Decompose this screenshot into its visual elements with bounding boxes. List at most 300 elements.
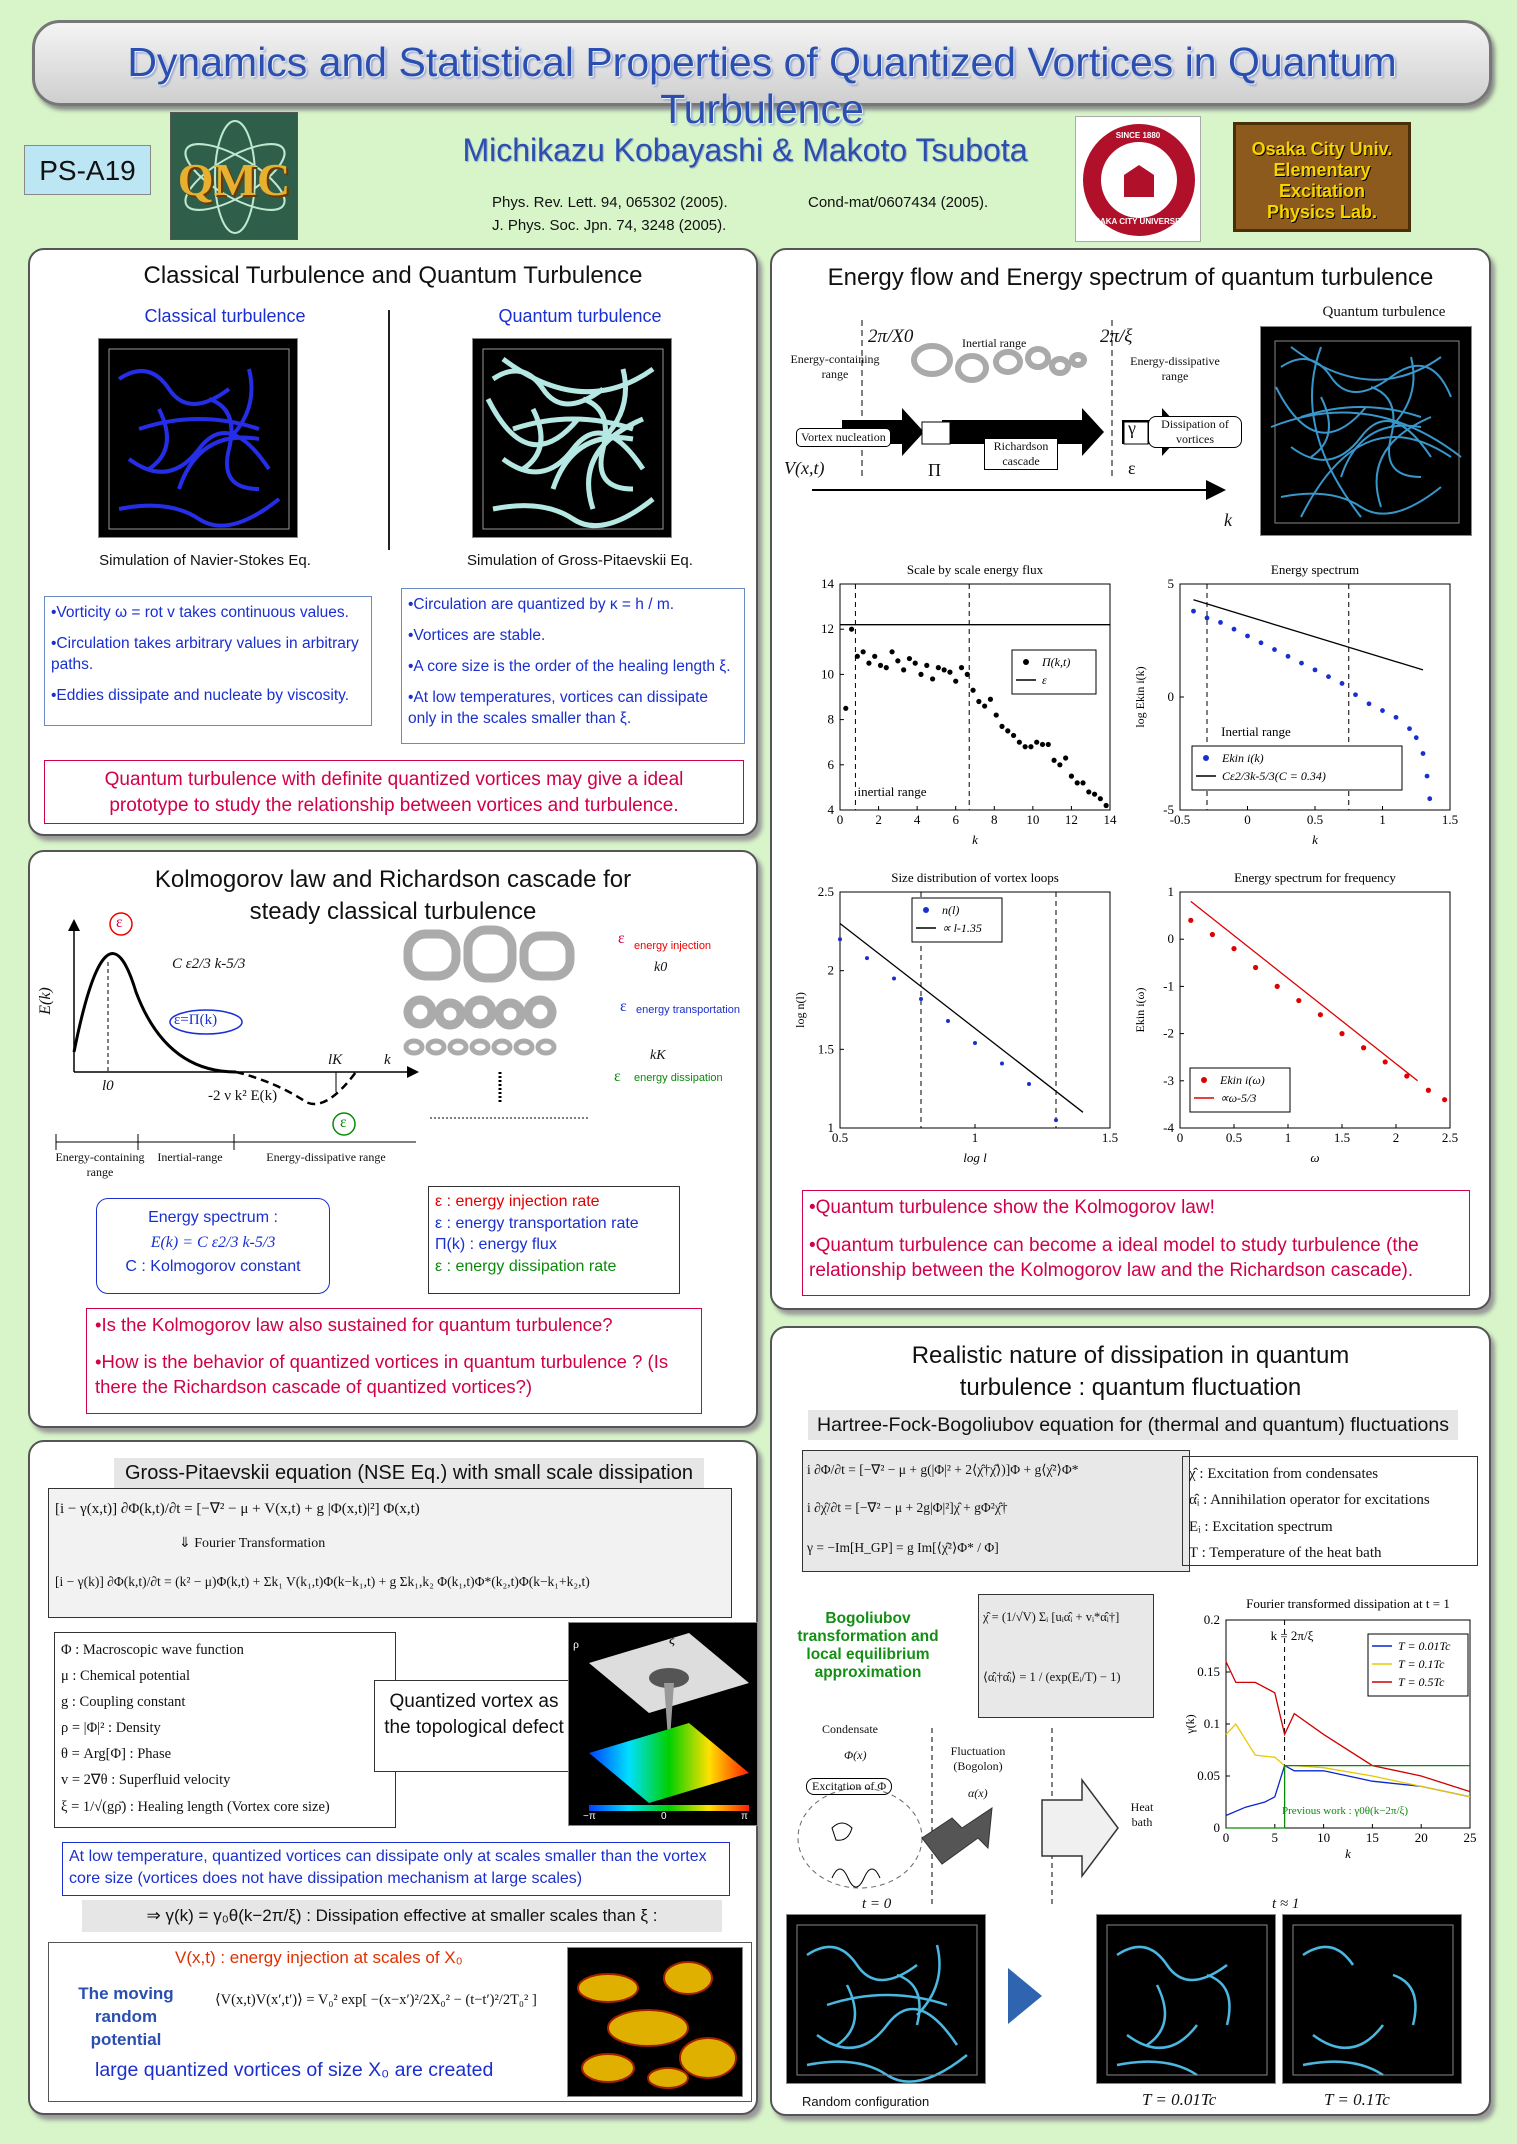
spectrum-line: E(k) = C ε2/3 k-5/3 xyxy=(150,1233,276,1251)
hfb-title: Hartree-Fock-Bogoliubov equation for (thermal and quantum) fluctuations xyxy=(808,1410,1458,1440)
y-tick-label: 0 xyxy=(1213,1820,1220,1835)
vortex-3d-image xyxy=(568,1622,758,1826)
k0-label: k0 xyxy=(654,960,668,975)
legend-injection: ε : energy injection rate xyxy=(435,1193,600,1210)
data-point xyxy=(895,658,900,663)
v-xt-label: V(x,t) xyxy=(784,458,825,478)
seal-year: SINCE 1880 xyxy=(1115,131,1161,140)
gp-equations xyxy=(48,1488,732,1618)
data-point xyxy=(994,712,999,717)
alpha-label: α(x) xyxy=(968,1786,988,1800)
data-point xyxy=(872,654,877,659)
rho-label: ρ xyxy=(573,1637,579,1651)
gp-simulation-image xyxy=(472,338,672,538)
point: •Circulation are quantized by κ = h / m. xyxy=(408,596,675,613)
y-tick-label: -1 xyxy=(1163,978,1174,994)
data-point xyxy=(1383,1059,1388,1064)
quantum-subtitle: Quantum turbulence xyxy=(498,306,662,326)
classical-subtitle: Classical turbulence xyxy=(144,306,306,326)
qmc-logo xyxy=(170,112,298,240)
data-point xyxy=(1339,1031,1344,1036)
data-point xyxy=(1098,796,1103,801)
tick-pi: π xyxy=(741,1811,748,1822)
data-point xyxy=(1057,762,1062,767)
data-point xyxy=(1027,1082,1031,1086)
energy-flux-chart xyxy=(792,560,1122,850)
x-tick-label: 1.5 xyxy=(1333,1130,1351,1145)
large-vortices-note: large quantized vortices of size X₀ are created xyxy=(95,2059,494,2081)
data-point xyxy=(1286,654,1291,659)
qt-image xyxy=(1260,326,1472,536)
bog-eq2: ⟨α̂ᵢ†α̂ᵢ⟩ = 1 / (exp(Eᵢ/T) − 1) xyxy=(983,1670,1121,1684)
x-tick-label: 6 xyxy=(952,812,959,827)
x-tick-label: 0.5 xyxy=(831,1130,849,1145)
x-tick-label: 4 xyxy=(913,812,921,827)
legend-flux: Π(k) : energy flux xyxy=(435,1236,557,1254)
data-point xyxy=(849,627,854,632)
data-point xyxy=(942,667,947,672)
t-high-label: T = 0.1Tc xyxy=(1324,2090,1390,2109)
hfb-definitions xyxy=(1182,1456,1478,1566)
data-point xyxy=(1231,946,1236,951)
chart-title: Size distribution of vortex loops xyxy=(891,870,1059,885)
data-point xyxy=(918,672,923,677)
x-tick-label: 2 xyxy=(1392,1130,1400,1145)
data-point xyxy=(1259,640,1264,645)
x-tick-label: 1 xyxy=(1379,812,1386,827)
data-point xyxy=(1034,740,1039,745)
vortex-nucleation-box: Vortex nucleation xyxy=(796,428,891,447)
symbol-legend xyxy=(428,1186,680,1294)
x-axis-label: k xyxy=(1312,832,1318,847)
point: •Vortices are stable. xyxy=(408,626,546,644)
data-point xyxy=(907,656,912,661)
flux-label: ε=Π(k) xyxy=(174,1012,218,1028)
data-point xyxy=(889,649,894,654)
data-point xyxy=(1086,789,1091,794)
definition: Φ : Macroscopic wave function xyxy=(61,1642,244,1658)
data-point xyxy=(953,679,958,684)
authors: Michikazu Kobayashi & Makoto Tsubota xyxy=(462,132,1028,168)
legend-label: ∝ω-5/3 xyxy=(1220,1091,1257,1105)
bogoliubov-label: Bogoliubov transformation and local equilibrium approximation xyxy=(797,1610,939,1681)
definition: α̂ᵢ : Annihilation operator for excitations xyxy=(1189,1492,1430,1509)
y-tick-label: -2 xyxy=(1163,1025,1174,1041)
y-tick-label: 12 xyxy=(821,621,834,637)
legend-transport: ε : energy transportation rate xyxy=(435,1214,639,1232)
y-tick-label: 8 xyxy=(827,711,834,727)
cascade-eps: ε xyxy=(620,998,627,1015)
x-tick-label: 0 xyxy=(1244,812,1251,827)
y-tick-label: 0.2 xyxy=(1203,1612,1220,1627)
range-label: Energy-containing range xyxy=(55,1150,145,1179)
data-point xyxy=(1069,774,1074,779)
classical-conclusion: Quantum turbulence with definite quantized vortices may give a ideal prototype to study the relationship between vortices and turbulence. xyxy=(44,760,744,824)
v-label: V(x,t) : energy injection at scales of X₀ xyxy=(175,1948,463,1967)
fourier-label: ⇓ Fourier Transformation xyxy=(179,1536,326,1551)
hfb-eq1: i ∂Φ/∂t = [−∇² − μ + g(|Φ|² + 2⟨χ̂†χ̂⟩)]Φ + g⟨χ̂²⟩Φ* xyxy=(807,1462,1079,1477)
dissipation-gamma-chart xyxy=(1182,1594,1482,1864)
data-point xyxy=(1340,681,1345,686)
x-tick-label: 1 xyxy=(1284,1130,1292,1145)
tick-neg-pi: −π xyxy=(583,1811,596,1822)
data-point xyxy=(965,672,970,677)
legend-label: Π(k,t) xyxy=(1042,655,1071,669)
y-tick-label: 0.05 xyxy=(1197,1768,1220,1783)
legend-label: n(l) xyxy=(942,903,960,917)
x-tick-label: 0.5 xyxy=(1306,812,1324,827)
definition: T : Temperature of the heat bath xyxy=(1189,1544,1382,1561)
t1-image-low xyxy=(1096,1914,1276,2084)
definition: v = 2∇θ : Superfluid velocity xyxy=(61,1772,231,1789)
data-point xyxy=(1361,1045,1366,1050)
x-tick-label: 20 xyxy=(1414,1830,1428,1845)
data-point xyxy=(913,661,918,666)
y-axis-label: Ekin i(ω) xyxy=(1133,987,1147,1033)
qt-title: Quantum turbulence xyxy=(1322,304,1446,320)
curve-label: C ε2/3 k-5/3 xyxy=(172,956,246,972)
x-tick-label: 14 xyxy=(1103,812,1117,827)
data-point xyxy=(1005,728,1010,733)
data-point xyxy=(1210,932,1215,937)
data-point xyxy=(861,649,866,654)
data-point xyxy=(1080,780,1085,785)
l0-label: l0 xyxy=(102,1078,114,1094)
x-tick-label: 2 xyxy=(875,812,882,827)
lab-line: Osaka City Univ. xyxy=(1251,139,1393,159)
gp-eq2: [i − γ(k)] ∂Φ(k,t)/∂t = (k² − μ)Φ(k,t) + Σk₁ V(k₁,t)Φ(k−k₁,t) + g Σk₁,k₂ Φ(k₁,t)Φ*(k₂,t)Φ(k−k₁+k₂,t) xyxy=(55,1574,590,1589)
data-point xyxy=(1272,647,1277,652)
definition: ρ = |Φ|² : Density xyxy=(61,1720,161,1737)
range-inertial: Inertial range xyxy=(962,336,1027,350)
data-point xyxy=(924,663,929,668)
x-tick-label: 1.5 xyxy=(1101,1130,1119,1145)
data-point xyxy=(999,724,1004,729)
hfb-eq3: γ = −Im[H_GP] = g Im[⟨χ̂²⟩Φ* / Φ] xyxy=(807,1540,999,1555)
x-tick-label: 0 xyxy=(1222,1830,1230,1845)
energy-spectrum-chart xyxy=(1132,560,1462,850)
point: •Circulation takes arbitrary values in arbitrary paths. xyxy=(51,634,359,673)
energy-conclusions xyxy=(802,1190,1470,1296)
cascade-label-transport: energy transportation xyxy=(636,1004,740,1016)
panel-title: Realistic nature of dissipation in quantum turbulence : quantum fluctuation xyxy=(911,1342,1350,1401)
t0-image xyxy=(786,1914,986,2084)
scale-xi: 2π/ξ xyxy=(1100,326,1133,347)
data-point xyxy=(1000,1061,1004,1065)
data-point xyxy=(1054,1118,1058,1122)
random-config-label: Random configuration xyxy=(802,2094,930,2109)
y-axis-label: log n(l) xyxy=(793,992,807,1028)
eps-dissipation-symbol: ε xyxy=(340,1114,347,1131)
data-point xyxy=(982,703,987,708)
lab-line: Physics Lab. xyxy=(1266,202,1378,222)
chart-title: Fourier transformed dissipation at t = 1 xyxy=(1246,1596,1450,1611)
poster-title: Dynamics and Statistical Properties of Quantized Vortices in Quantum Turbulence xyxy=(127,39,1397,132)
x-tick-label: 25 xyxy=(1463,1830,1477,1845)
x-tick-label: 8 xyxy=(991,812,998,827)
x-axis-label: k xyxy=(1345,1846,1351,1861)
excitation-label: Excitation of Φ xyxy=(806,1778,892,1795)
dissipation-box: Dissipation of vortices xyxy=(1148,416,1242,448)
low-temp-note: At low temperature, quantized vortices can dissipate only at scales smaller than the vortex core size (vortices does not have dissipation mechanism at large scales) xyxy=(62,1842,730,1896)
question: •How is the behavior of quantized vortices in quantum turbulence ? (Is there the Richardson cascade of quantized vortices?) xyxy=(95,1350,669,1397)
y-tick-label: 1 xyxy=(827,1120,834,1135)
data-point xyxy=(1275,984,1280,989)
ns-caption: Simulation of Navier-Stokes Eq. xyxy=(99,552,311,569)
panel-gp-equation xyxy=(28,1440,758,2115)
y-axis-label: log Ekin i(k) xyxy=(1133,666,1147,728)
chart-title: Scale by scale energy flux xyxy=(906,562,1044,577)
panel-realistic-dissipation xyxy=(770,1326,1491,2116)
data-point xyxy=(1299,661,1304,666)
x-axis-label: log l xyxy=(963,1150,987,1165)
definition: g : Coupling constant xyxy=(61,1694,186,1711)
y-tick-label: 6 xyxy=(827,756,834,772)
y-tick-label: -5 xyxy=(1163,802,1174,817)
correlation-eq: ⟨V(x,t)V(x′,t′)⟩ = V₀² exp[ −(x−x′)²/2X₀² − (t−t′)²/2T₀² ] xyxy=(215,1992,537,2008)
definition: Eᵢ : Excitation spectrum xyxy=(1189,1518,1333,1535)
seal-text: OSAKA CITY UNIVERSITY xyxy=(1088,217,1188,226)
legend-marker xyxy=(1201,1077,1207,1083)
data-point xyxy=(838,937,842,941)
data-point xyxy=(1367,701,1372,706)
x-tick-label: 0 xyxy=(836,812,844,827)
x-tick-label: 0 xyxy=(1176,1130,1184,1145)
t1-label: t ≈ 1 xyxy=(1272,1896,1300,1912)
panel-classical-quantum xyxy=(28,248,758,836)
data-point xyxy=(1426,1088,1431,1093)
point: •Vorticity ω = rot v takes continuous values. xyxy=(51,604,349,621)
panel-energy-flow xyxy=(770,248,1491,1310)
data-point xyxy=(1326,674,1331,679)
panel-title: Classical Turbulence and Quantum Turbulence xyxy=(143,262,643,289)
legend-marker xyxy=(1023,659,1029,665)
range-containing: Energy-containing range xyxy=(790,352,880,381)
data-point xyxy=(988,697,993,702)
y-tick-label: 2 xyxy=(827,962,834,978)
gamma-label: γ xyxy=(1128,418,1136,438)
y-tick-label: 0 xyxy=(1167,689,1174,704)
data-point xyxy=(1427,796,1432,801)
chart-title: Energy spectrum for frequency xyxy=(1234,870,1396,885)
ek-ylabel: E(k) xyxy=(36,987,54,1015)
data-point xyxy=(1407,726,1412,731)
university-seal xyxy=(1075,116,1201,242)
t1-image-high xyxy=(1282,1914,1462,2084)
conclusion: •Quantum turbulence show the Kolmogorov law! xyxy=(809,1197,1215,1218)
data-point xyxy=(1063,755,1068,760)
spectrum-box xyxy=(96,1198,330,1294)
legend-dissipation: ε : energy dissipation rate xyxy=(435,1257,617,1275)
tick-zero: 0 xyxy=(661,1811,667,1822)
x-tick-label: 0.5 xyxy=(1225,1130,1243,1145)
data-point xyxy=(919,997,923,1001)
point: •A core size is the order of the healing length ξ. xyxy=(408,657,731,675)
point: •Eddies dissipate and nucleate by viscosity. xyxy=(51,686,350,704)
data-point xyxy=(1353,692,1358,697)
spectrum-line: Energy spectrum : xyxy=(148,1209,278,1226)
hfb-equations xyxy=(802,1450,1190,1572)
y-tick-label: 0 xyxy=(1167,931,1174,947)
legend-label: T = 0.1Tc xyxy=(1398,1657,1445,1671)
data-point xyxy=(1191,609,1196,614)
spectrum-line: C : Kolmogorov constant xyxy=(125,1258,301,1276)
lab-line: Elementary Excitation xyxy=(1273,160,1371,201)
loop-size-chart xyxy=(792,868,1122,1168)
fluctuation-label: Fluctuation (Bogolon) xyxy=(950,1744,1006,1773)
pi-label: Π xyxy=(928,460,941,480)
data-point xyxy=(865,956,869,960)
ns-simulation-image xyxy=(98,338,298,538)
data-point xyxy=(1245,634,1250,639)
chart-title: Energy spectrum xyxy=(1270,562,1360,577)
gamma-condition: ⇒ γ(k) = γ₀θ(k−2π/ξ) : Dissipation effective at smaller scales than ξ : xyxy=(82,1900,722,1932)
definition: ξ = 1/√(gρ̄) : Healing length (Vortex core size) xyxy=(61,1798,330,1815)
data-point xyxy=(878,663,883,668)
heat-bath-label: Heat bath xyxy=(1130,1800,1154,1829)
t0-label: t = 0 xyxy=(862,1896,892,1912)
data-point xyxy=(866,661,871,666)
t-low-label: T = 0.01Tc xyxy=(1142,2090,1217,2109)
data-point xyxy=(1040,742,1045,747)
data-point xyxy=(901,667,906,672)
condensate-label: Condensate xyxy=(822,1722,878,1736)
y-tick-label: 10 xyxy=(821,666,834,682)
k-label: k xyxy=(1224,510,1232,530)
data-point xyxy=(970,688,975,693)
quantum-points xyxy=(401,588,745,744)
vortex-label-box: Quantized vortex as the topological defect xyxy=(374,1680,574,1772)
data-point xyxy=(1380,708,1385,713)
title-banner xyxy=(32,20,1492,132)
scale-x0: 2π/X0 xyxy=(868,326,914,347)
data-point xyxy=(1051,758,1056,763)
legend-label: T = 0.01Tc xyxy=(1398,1639,1451,1653)
ref-prl: Phys. Rev. Lett. 94, 065302 (2005). xyxy=(492,194,728,211)
data-point xyxy=(1421,751,1426,756)
lab-plate xyxy=(1233,122,1411,232)
eps-injection-symbol: ε xyxy=(116,914,123,931)
data-point xyxy=(1046,742,1051,747)
range-label: Energy-dissipative range xyxy=(266,1150,386,1164)
data-point xyxy=(892,977,896,981)
data-point xyxy=(1188,918,1193,923)
data-point xyxy=(1218,620,1223,625)
data-point xyxy=(1414,735,1419,740)
legend-marker xyxy=(1203,755,1209,761)
random-potential-box xyxy=(48,1942,752,2102)
panel-kolmogorov xyxy=(28,850,758,1428)
y-tick-label: 1.5 xyxy=(817,1041,834,1057)
data-point xyxy=(1318,1012,1323,1017)
data-point xyxy=(959,665,964,670)
definition: μ : Chemical potential xyxy=(61,1668,190,1685)
ref-jpsj: J. Phys. Soc. Jpn. 74, 3248 (2005). xyxy=(492,217,727,234)
xi-label: ξ xyxy=(669,1633,675,1648)
data-point xyxy=(1232,627,1237,632)
y-tick-label: 4 xyxy=(827,802,834,817)
data-point xyxy=(1205,616,1210,621)
x-tick-label: 12 xyxy=(1064,812,1078,827)
x-tick-label: -0.5 xyxy=(1169,812,1191,827)
classical-points xyxy=(44,596,372,726)
data-point xyxy=(1017,740,1022,745)
data-point xyxy=(936,665,941,670)
definition: χ̂ : Excitation from condensates xyxy=(1189,1466,1379,1482)
y-axis-label: γ(k) xyxy=(1183,1714,1197,1734)
data-point xyxy=(1313,667,1318,672)
legend-label: ∝ l-1.35 xyxy=(942,921,982,935)
frequency-spectrum-chart xyxy=(1132,868,1462,1168)
data-point xyxy=(1425,774,1430,779)
data-point xyxy=(1394,715,1399,720)
definition: θ = Arg[Φ] : Phase xyxy=(61,1746,172,1763)
cascade-eps: ε xyxy=(614,1068,621,1085)
conclusion: •Quantum turbulence can become a ideal model to study turbulence (the relationship between the Kolmogorov law and the Richardson cascade). xyxy=(809,1234,1419,1282)
phi-label: Φ(x) xyxy=(844,1748,867,1762)
legend-label: ε xyxy=(1042,673,1047,687)
point: •At low temperatures, vortices can dissipate only in the scales smaller than ξ. xyxy=(408,688,709,727)
richardson-box: Richardson cascade xyxy=(984,438,1058,470)
gp-definitions xyxy=(54,1632,396,1828)
y-tick-label: 2.5 xyxy=(817,884,834,899)
logo-text: QMC xyxy=(177,154,291,205)
data-point xyxy=(1442,1097,1447,1102)
gp-eq1: [i − γ(x,t)] ∂Φ(k,t)/∂t = [−∇² − μ + V(x,t) + g |Φ(x,t)|²] Φ(x,t) xyxy=(55,1501,420,1517)
data-point xyxy=(973,1041,977,1045)
dissipation-schematic xyxy=(792,1708,1172,1928)
legend-label: Ekin i(ω) xyxy=(1220,1073,1265,1087)
moving-potential-label: The moving random potential xyxy=(78,1984,174,2049)
y-tick-label: -4 xyxy=(1163,1120,1174,1135)
dissip-label: -2 ν k² E(k) xyxy=(208,1088,278,1104)
x-tick-label: 10 xyxy=(1317,1830,1331,1845)
cascade-label-dissipation: energy dissipation xyxy=(634,1072,723,1084)
poster-id: PS-A19 xyxy=(24,145,151,195)
cascade-label-injection: energy injection xyxy=(634,940,712,952)
data-point xyxy=(1075,780,1080,785)
kolmogorov-questions xyxy=(86,1308,702,1414)
hfb-eq2: i ∂χ̂/∂t = [−∇² − μ + 2g|Φ|²]χ̂ + gΦ²χ̂† xyxy=(807,1500,1008,1515)
range-label: Inertial-range xyxy=(157,1150,223,1164)
eps-label: ε xyxy=(1128,458,1136,478)
question: •Is the Kolmogorov law also sustained for quantum turbulence? xyxy=(95,1314,613,1335)
range-dissipative: Energy-dissipative range xyxy=(1130,354,1220,383)
data-point xyxy=(1253,965,1258,970)
x-axis-label: k xyxy=(972,832,978,847)
previous-work-label: Previous work : γ0θ(k−2π/ξ) xyxy=(1282,1805,1409,1817)
x-tick-label: 5 xyxy=(1271,1830,1279,1845)
chart-annotation: Inertial range xyxy=(1221,724,1291,739)
data-point xyxy=(1011,733,1016,738)
cascade-eps: ε xyxy=(618,930,625,947)
x-tick-label: 1 xyxy=(971,1130,979,1145)
y-tick-label: 0.1 xyxy=(1203,1716,1220,1731)
data-point xyxy=(855,654,860,659)
data-point xyxy=(843,706,848,711)
legend-label: Cε2/3k-5/3(C = 0.34) xyxy=(1222,769,1326,783)
data-point xyxy=(1092,792,1097,797)
arrow-right-icon xyxy=(1008,1968,1042,2024)
data-point xyxy=(930,676,935,681)
lk-label: lK xyxy=(328,1052,343,1068)
gp-title: Gross-Pitaevskii equation (NSE Eq.) with small scale dissipation xyxy=(114,1458,704,1488)
y-tick-label: 0.15 xyxy=(1197,1664,1220,1679)
panel-title: Energy flow and Energy spectrum of quantum turbulence xyxy=(827,264,1434,291)
y-tick-label: 14 xyxy=(821,576,834,591)
divider xyxy=(388,310,390,550)
kk-label: kK xyxy=(650,1048,666,1063)
